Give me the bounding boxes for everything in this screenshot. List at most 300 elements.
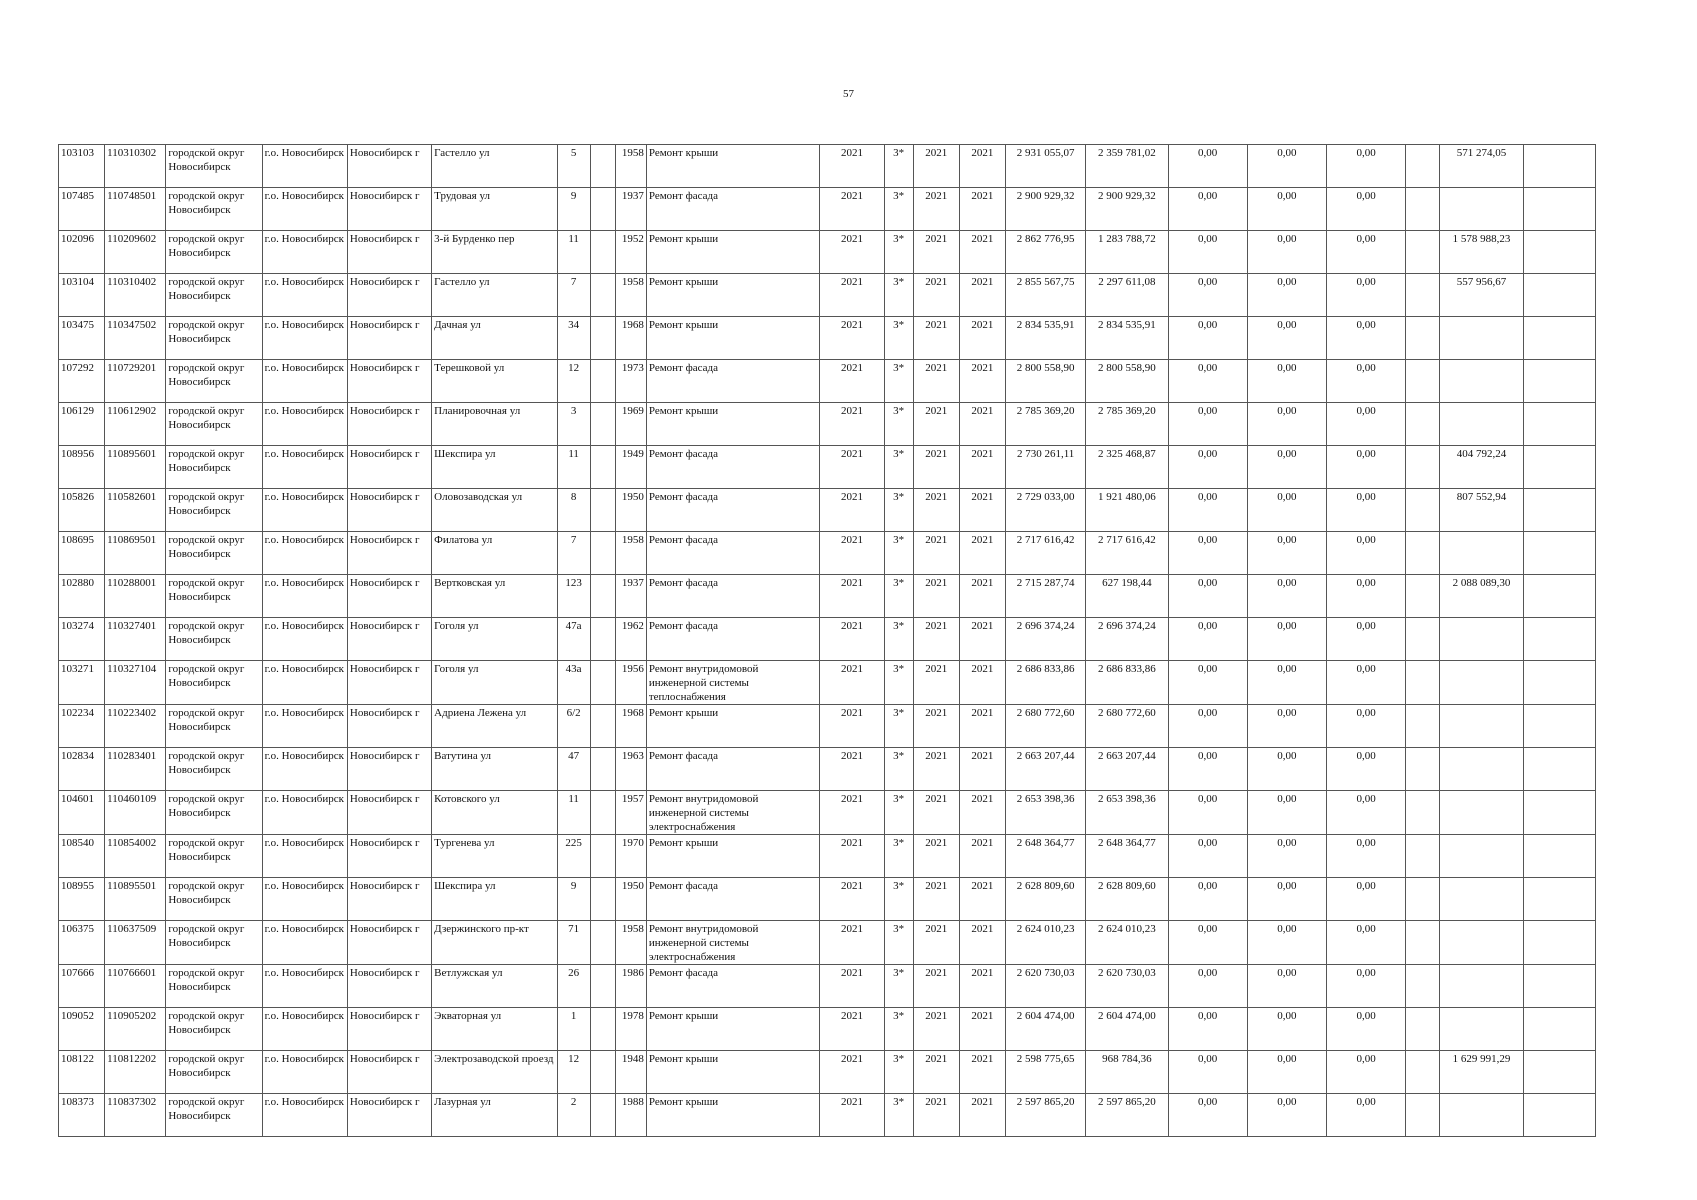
owners-cost-cell: 1 629 991,29: [1440, 1051, 1523, 1094]
works-table: [58, 144, 1596, 1137]
street-cell: Котовского ул: [432, 791, 557, 835]
value-1-cell: 0,00: [1168, 403, 1247, 446]
city-cell: Новосибирск г: [347, 618, 431, 661]
house-code-cell: 110837302: [105, 1094, 166, 1137]
house-number-cell: 9: [557, 188, 590, 231]
category-cell: 3*: [884, 317, 913, 360]
plan-year-cell: 2021: [820, 1008, 884, 1051]
city-cell: Новосибирск г: [347, 705, 431, 748]
value-4-cell: [1406, 661, 1440, 705]
value-1-cell: 0,00: [1168, 661, 1247, 705]
district-cell: городской округ Новосибирск: [166, 618, 262, 661]
value-4-cell: [1406, 231, 1440, 274]
street-cell: Экваторная ул: [432, 1008, 557, 1051]
value-5-cell: [1523, 618, 1595, 661]
value-2-cell: 0,00: [1247, 145, 1326, 188]
start-year-cell: 2021: [913, 274, 959, 317]
value-4-cell: [1406, 965, 1440, 1008]
year-built-cell: 1949: [615, 446, 646, 489]
house-code-cell: 110223402: [105, 705, 166, 748]
house-code-cell: 110869501: [105, 532, 166, 575]
start-year-cell: 2021: [913, 1051, 959, 1094]
value-4-cell: [1406, 403, 1440, 446]
house-number-cell: 7: [557, 274, 590, 317]
street-cell: Гоголя ул: [432, 661, 557, 705]
owners-cost-cell: [1440, 532, 1523, 575]
value-2-cell: 0,00: [1247, 1094, 1326, 1137]
value-2-cell: 0,00: [1247, 878, 1326, 921]
value-1-cell: 0,00: [1168, 317, 1247, 360]
work-type-cell: Ремонт крыши: [646, 1051, 820, 1094]
year-built-cell: 1968: [615, 317, 646, 360]
value-1-cell: 0,00: [1168, 791, 1247, 835]
year-built-cell: 1948: [615, 1051, 646, 1094]
plan-year-cell: 2021: [820, 1094, 884, 1137]
owners-cost-cell: [1440, 835, 1523, 878]
municipality-cell: г.о. Новосибирск: [262, 661, 347, 705]
value-1-cell: 0,00: [1168, 965, 1247, 1008]
value-4-cell: [1406, 705, 1440, 748]
end-year-cell: 2021: [959, 360, 1005, 403]
end-year-cell: 2021: [959, 661, 1005, 705]
district-cell: городской округ Новосибирск: [166, 1008, 262, 1051]
year-built-cell: 1957: [615, 791, 646, 835]
record-id-cell: 108955: [59, 878, 105, 921]
building-cell: [590, 317, 615, 360]
start-year-cell: 2021: [913, 575, 959, 618]
end-year-cell: 2021: [959, 1008, 1005, 1051]
fund-cost-cell: 1 283 788,72: [1086, 231, 1168, 274]
fund-cost-cell: 2 604 474,00: [1086, 1008, 1168, 1051]
total-cost-cell: 2 648 364,77: [1005, 835, 1085, 878]
city-cell: Новосибирск г: [347, 403, 431, 446]
municipality-cell: г.о. Новосибирск: [262, 188, 347, 231]
plan-year-cell: 2021: [820, 921, 884, 965]
city-cell: Новосибирск г: [347, 921, 431, 965]
value-2-cell: 0,00: [1247, 489, 1326, 532]
owners-cost-cell: [1440, 705, 1523, 748]
building-cell: [590, 446, 615, 489]
city-cell: Новосибирск г: [347, 145, 431, 188]
start-year-cell: 2021: [913, 661, 959, 705]
year-built-cell: 1973: [615, 360, 646, 403]
work-type-cell: Ремонт фасада: [646, 575, 820, 618]
work-type-cell: Ремонт фасада: [646, 965, 820, 1008]
house-code-cell: 110895601: [105, 446, 166, 489]
street-cell: Терешковой ул: [432, 360, 557, 403]
owners-cost-cell: 557 956,67: [1440, 274, 1523, 317]
category-cell: 3*: [884, 921, 913, 965]
municipality-cell: г.о. Новосибирск: [262, 446, 347, 489]
value-3-cell: 0,00: [1327, 489, 1406, 532]
district-cell: городской округ Новосибирск: [166, 446, 262, 489]
owners-cost-cell: [1440, 1008, 1523, 1051]
table-row: [59, 231, 1596, 274]
category-cell: 3*: [884, 835, 913, 878]
table-row: [59, 446, 1596, 489]
end-year-cell: 2021: [959, 188, 1005, 231]
value-3-cell: 0,00: [1327, 1051, 1406, 1094]
building-cell: [590, 921, 615, 965]
owners-cost-cell: [1440, 1094, 1523, 1137]
work-type-cell: Ремонт крыши: [646, 1094, 820, 1137]
municipality-cell: г.о. Новосибирск: [262, 145, 347, 188]
year-built-cell: 1968: [615, 705, 646, 748]
building-cell: [590, 188, 615, 231]
category-cell: 3*: [884, 705, 913, 748]
street-cell: 3-й Бурденко пер: [432, 231, 557, 274]
end-year-cell: 2021: [959, 748, 1005, 791]
end-year-cell: 2021: [959, 965, 1005, 1008]
fund-cost-cell: 2 800 558,90: [1086, 360, 1168, 403]
fund-cost-cell: 2 663 207,44: [1086, 748, 1168, 791]
total-cost-cell: 2 800 558,90: [1005, 360, 1085, 403]
value-5-cell: [1523, 274, 1595, 317]
table-row: [59, 835, 1596, 878]
house-code-cell: 110895501: [105, 878, 166, 921]
house-number-cell: 5: [557, 145, 590, 188]
house-code-cell: 110854002: [105, 835, 166, 878]
table-row: [59, 921, 1596, 965]
value-4-cell: [1406, 274, 1440, 317]
category-cell: 3*: [884, 403, 913, 446]
year-built-cell: 1962: [615, 618, 646, 661]
house-number-cell: 6/2: [557, 705, 590, 748]
district-cell: городской округ Новосибирск: [166, 231, 262, 274]
house-number-cell: 3: [557, 403, 590, 446]
total-cost-cell: 2 900 929,32: [1005, 188, 1085, 231]
category-cell: 3*: [884, 618, 913, 661]
table-row: [59, 705, 1596, 748]
value-4-cell: [1406, 748, 1440, 791]
start-year-cell: 2021: [913, 748, 959, 791]
house-code-cell: 110812202: [105, 1051, 166, 1094]
total-cost-cell: 2 717 616,42: [1005, 532, 1085, 575]
value-5-cell: [1523, 878, 1595, 921]
fund-cost-cell: 2 653 398,36: [1086, 791, 1168, 835]
value-1-cell: 0,00: [1168, 1008, 1247, 1051]
house-number-cell: 12: [557, 1051, 590, 1094]
value-5-cell: [1523, 1051, 1595, 1094]
house-code-cell: 110612902: [105, 403, 166, 446]
value-3-cell: 0,00: [1327, 403, 1406, 446]
end-year-cell: 2021: [959, 878, 1005, 921]
value-3-cell: 0,00: [1327, 575, 1406, 618]
value-4-cell: [1406, 1008, 1440, 1051]
value-4-cell: [1406, 532, 1440, 575]
building-cell: [590, 748, 615, 791]
total-cost-cell: 2 715 287,74: [1005, 575, 1085, 618]
start-year-cell: 2021: [913, 791, 959, 835]
start-year-cell: 2021: [913, 317, 959, 360]
end-year-cell: 2021: [959, 403, 1005, 446]
house-number-cell: 8: [557, 489, 590, 532]
total-cost-cell: 2 862 776,95: [1005, 231, 1085, 274]
municipality-cell: г.о. Новосибирск: [262, 1094, 347, 1137]
municipality-cell: г.о. Новосибирск: [262, 921, 347, 965]
district-cell: городской округ Новосибирск: [166, 1094, 262, 1137]
work-type-cell: Ремонт крыши: [646, 231, 820, 274]
value-5-cell: [1523, 231, 1595, 274]
building-cell: [590, 878, 615, 921]
year-built-cell: 1958: [615, 921, 646, 965]
fund-cost-cell: 627 198,44: [1086, 575, 1168, 618]
category-cell: 3*: [884, 145, 913, 188]
total-cost-cell: 2 597 865,20: [1005, 1094, 1085, 1137]
value-2-cell: 0,00: [1247, 748, 1326, 791]
year-built-cell: 1952: [615, 231, 646, 274]
work-type-cell: Ремонт фасада: [646, 748, 820, 791]
record-id-cell: 108695: [59, 532, 105, 575]
year-built-cell: 1937: [615, 188, 646, 231]
fund-cost-cell: 2 785 369,20: [1086, 403, 1168, 446]
owners-cost-cell: [1440, 965, 1523, 1008]
category-cell: 3*: [884, 791, 913, 835]
plan-year-cell: 2021: [820, 965, 884, 1008]
house-number-cell: 9: [557, 878, 590, 921]
house-code-cell: 110310402: [105, 274, 166, 317]
municipality-cell: г.о. Новосибирск: [262, 878, 347, 921]
municipality-cell: г.о. Новосибирск: [262, 748, 347, 791]
house-code-cell: 110327401: [105, 618, 166, 661]
house-code-cell: 110347502: [105, 317, 166, 360]
street-cell: Вертковская ул: [432, 575, 557, 618]
record-id-cell: 106129: [59, 403, 105, 446]
total-cost-cell: 2 696 374,24: [1005, 618, 1085, 661]
plan-year-cell: 2021: [820, 274, 884, 317]
city-cell: Новосибирск г: [347, 360, 431, 403]
fund-cost-cell: 2 624 010,23: [1086, 921, 1168, 965]
city-cell: Новосибирск г: [347, 317, 431, 360]
building-cell: [590, 489, 615, 532]
work-type-cell: Ремонт фасада: [646, 618, 820, 661]
house-number-cell: 47а: [557, 618, 590, 661]
value-1-cell: 0,00: [1168, 188, 1247, 231]
value-2-cell: 0,00: [1247, 446, 1326, 489]
district-cell: городской округ Новосибирск: [166, 532, 262, 575]
work-type-cell: Ремонт крыши: [646, 1008, 820, 1051]
plan-year-cell: 2021: [820, 705, 884, 748]
municipality-cell: г.о. Новосибирск: [262, 835, 347, 878]
year-built-cell: 1958: [615, 145, 646, 188]
record-id-cell: 109052: [59, 1008, 105, 1051]
end-year-cell: 2021: [959, 705, 1005, 748]
house-number-cell: 71: [557, 921, 590, 965]
street-cell: Гоголя ул: [432, 618, 557, 661]
record-id-cell: 103104: [59, 274, 105, 317]
value-1-cell: 0,00: [1168, 360, 1247, 403]
record-id-cell: 108122: [59, 1051, 105, 1094]
value-5-cell: [1523, 791, 1595, 835]
value-3-cell: 0,00: [1327, 878, 1406, 921]
city-cell: Новосибирск г: [347, 748, 431, 791]
category-cell: 3*: [884, 231, 913, 274]
year-built-cell: 1950: [615, 878, 646, 921]
end-year-cell: 2021: [959, 274, 1005, 317]
house-code-cell: 110582601: [105, 489, 166, 532]
table-row: [59, 748, 1596, 791]
year-built-cell: 1958: [615, 274, 646, 317]
municipality-cell: г.о. Новосибирск: [262, 791, 347, 835]
value-1-cell: 0,00: [1168, 489, 1247, 532]
plan-year-cell: 2021: [820, 188, 884, 231]
value-4-cell: [1406, 1051, 1440, 1094]
value-3-cell: 0,00: [1327, 965, 1406, 1008]
value-5-cell: [1523, 403, 1595, 446]
value-1-cell: 0,00: [1168, 748, 1247, 791]
record-id-cell: 102234: [59, 705, 105, 748]
value-4-cell: [1406, 575, 1440, 618]
house-number-cell: 43а: [557, 661, 590, 705]
fund-cost-cell: 2 297 611,08: [1086, 274, 1168, 317]
value-3-cell: 0,00: [1327, 532, 1406, 575]
record-id-cell: 103475: [59, 317, 105, 360]
start-year-cell: 2021: [913, 360, 959, 403]
street-cell: Оловозаводская ул: [432, 489, 557, 532]
municipality-cell: г.о. Новосибирск: [262, 360, 347, 403]
category-cell: 3*: [884, 274, 913, 317]
house-code-cell: 110327104: [105, 661, 166, 705]
fund-cost-cell: 2 686 833,86: [1086, 661, 1168, 705]
total-cost-cell: 2 620 730,03: [1005, 965, 1085, 1008]
value-1-cell: 0,00: [1168, 274, 1247, 317]
house-code-cell: 110209602: [105, 231, 166, 274]
house-code-cell: 110310302: [105, 145, 166, 188]
house-number-cell: 225: [557, 835, 590, 878]
value-2-cell: 0,00: [1247, 575, 1326, 618]
plan-year-cell: 2021: [820, 145, 884, 188]
start-year-cell: 2021: [913, 145, 959, 188]
table-row: [59, 489, 1596, 532]
year-built-cell: 1986: [615, 965, 646, 1008]
work-type-cell: Ремонт внутридомовой инженерной системы электроснабжения: [646, 791, 820, 835]
street-cell: Электрозаводской проезд: [432, 1051, 557, 1094]
city-cell: Новосибирск г: [347, 1051, 431, 1094]
value-3-cell: 0,00: [1327, 188, 1406, 231]
owners-cost-cell: 2 088 089,30: [1440, 575, 1523, 618]
category-cell: 3*: [884, 748, 913, 791]
building-cell: [590, 231, 615, 274]
value-4-cell: [1406, 835, 1440, 878]
total-cost-cell: 2 931 055,07: [1005, 145, 1085, 188]
category-cell: 3*: [884, 1008, 913, 1051]
work-type-cell: Ремонт фасада: [646, 360, 820, 403]
total-cost-cell: 2 729 033,00: [1005, 489, 1085, 532]
end-year-cell: 2021: [959, 446, 1005, 489]
district-cell: городской округ Новосибирск: [166, 489, 262, 532]
plan-year-cell: 2021: [820, 317, 884, 360]
city-cell: Новосибирск г: [347, 231, 431, 274]
table-row: [59, 618, 1596, 661]
house-number-cell: 11: [557, 231, 590, 274]
city-cell: Новосибирск г: [347, 835, 431, 878]
street-cell: Филатова ул: [432, 532, 557, 575]
end-year-cell: 2021: [959, 1051, 1005, 1094]
plan-year-cell: 2021: [820, 748, 884, 791]
year-built-cell: 1978: [615, 1008, 646, 1051]
house-code-cell: 110288001: [105, 575, 166, 618]
start-year-cell: 2021: [913, 446, 959, 489]
district-cell: городской округ Новосибирск: [166, 921, 262, 965]
district-cell: городской округ Новосибирск: [166, 878, 262, 921]
value-3-cell: 0,00: [1327, 618, 1406, 661]
work-type-cell: Ремонт крыши: [646, 145, 820, 188]
house-number-cell: 1: [557, 1008, 590, 1051]
owners-cost-cell: 571 274,05: [1440, 145, 1523, 188]
end-year-cell: 2021: [959, 835, 1005, 878]
district-cell: городской округ Новосибирск: [166, 791, 262, 835]
plan-year-cell: 2021: [820, 878, 884, 921]
value-2-cell: 0,00: [1247, 188, 1326, 231]
start-year-cell: 2021: [913, 188, 959, 231]
category-cell: 3*: [884, 1051, 913, 1094]
value-1-cell: 0,00: [1168, 1051, 1247, 1094]
value-3-cell: 0,00: [1327, 835, 1406, 878]
street-cell: Лазурная ул: [432, 1094, 557, 1137]
fund-cost-cell: 2 628 809,60: [1086, 878, 1168, 921]
city-cell: Новосибирск г: [347, 878, 431, 921]
total-cost-cell: 2 653 398,36: [1005, 791, 1085, 835]
category-cell: 3*: [884, 446, 913, 489]
city-cell: Новосибирск г: [347, 532, 431, 575]
street-cell: Шекспира ул: [432, 446, 557, 489]
building-cell: [590, 1051, 615, 1094]
district-cell: городской округ Новосибирск: [166, 360, 262, 403]
end-year-cell: 2021: [959, 231, 1005, 274]
fund-cost-cell: 2 620 730,03: [1086, 965, 1168, 1008]
house-number-cell: 123: [557, 575, 590, 618]
district-cell: городской округ Новосибирск: [166, 188, 262, 231]
district-cell: городской округ Новосибирск: [166, 965, 262, 1008]
owners-cost-cell: [1440, 188, 1523, 231]
street-cell: Дачная ул: [432, 317, 557, 360]
city-cell: Новосибирск г: [347, 661, 431, 705]
building-cell: [590, 618, 615, 661]
house-number-cell: 34: [557, 317, 590, 360]
value-4-cell: [1406, 360, 1440, 403]
value-2-cell: 0,00: [1247, 274, 1326, 317]
value-3-cell: 0,00: [1327, 274, 1406, 317]
record-id-cell: 102880: [59, 575, 105, 618]
end-year-cell: 2021: [959, 317, 1005, 360]
house-code-cell: 110748501: [105, 188, 166, 231]
city-cell: Новосибирск г: [347, 1094, 431, 1137]
owners-cost-cell: [1440, 661, 1523, 705]
building-cell: [590, 360, 615, 403]
municipality-cell: г.о. Новосибирск: [262, 575, 347, 618]
work-type-cell: Ремонт крыши: [646, 274, 820, 317]
district-cell: городской округ Новосибирск: [166, 835, 262, 878]
total-cost-cell: 2 785 369,20: [1005, 403, 1085, 446]
fund-cost-cell: 2 325 468,87: [1086, 446, 1168, 489]
building-cell: [590, 274, 615, 317]
value-5-cell: [1523, 532, 1595, 575]
building-cell: [590, 575, 615, 618]
value-3-cell: 0,00: [1327, 1008, 1406, 1051]
value-2-cell: 0,00: [1247, 965, 1326, 1008]
value-2-cell: 0,00: [1247, 921, 1326, 965]
record-id-cell: 102834: [59, 748, 105, 791]
municipality-cell: г.о. Новосибирск: [262, 403, 347, 446]
municipality-cell: г.о. Новосибирск: [262, 705, 347, 748]
total-cost-cell: 2 598 775,65: [1005, 1051, 1085, 1094]
start-year-cell: 2021: [913, 705, 959, 748]
year-built-cell: 1937: [615, 575, 646, 618]
value-3-cell: 0,00: [1327, 317, 1406, 360]
value-5-cell: [1523, 145, 1595, 188]
end-year-cell: 2021: [959, 921, 1005, 965]
table-row: [59, 532, 1596, 575]
